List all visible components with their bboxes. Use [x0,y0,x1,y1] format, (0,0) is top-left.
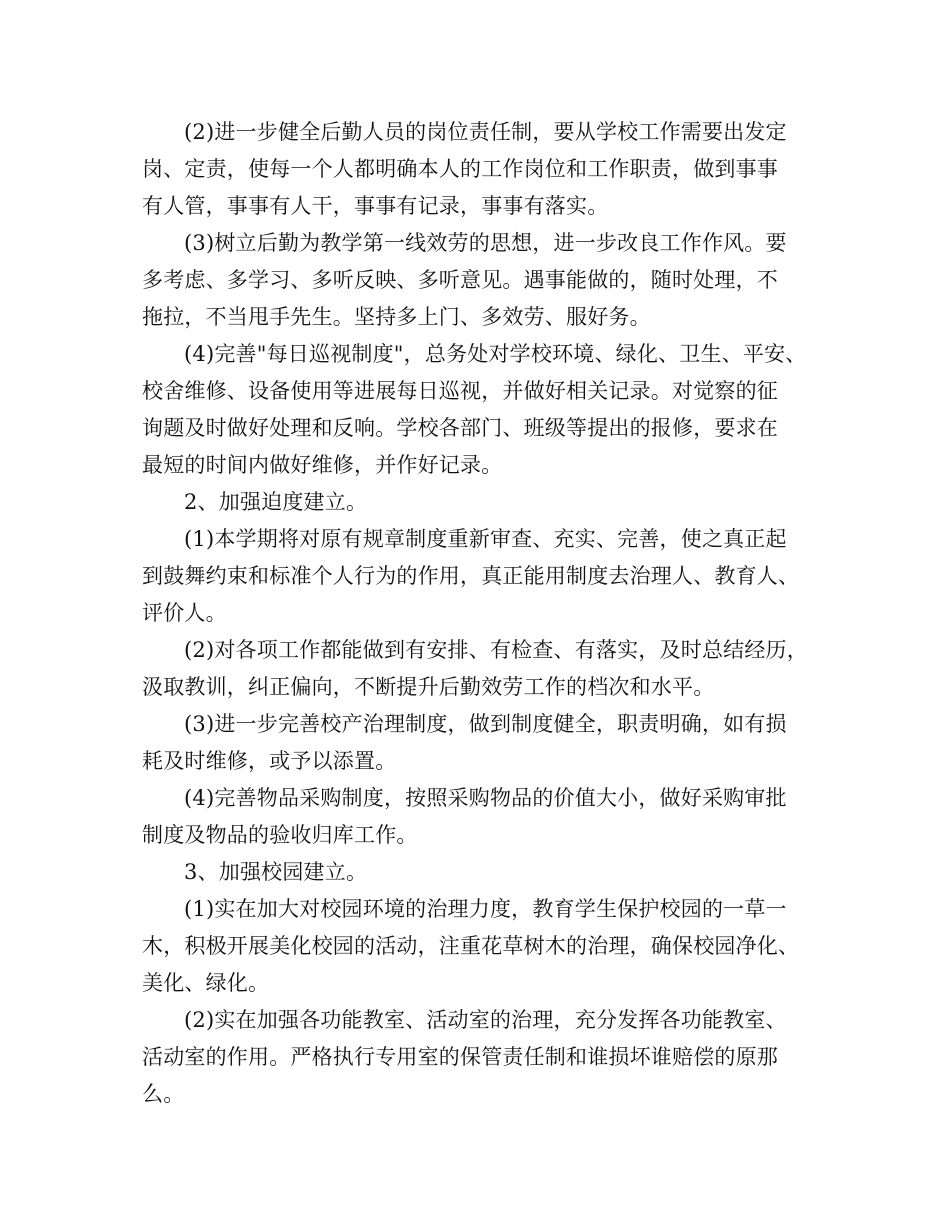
paragraph-line: (2)进一步健全后勤人员的岗位责任制，要从学校工作需要出发定 [184,120,787,144]
paragraph-line: 拖拉，不当甩手先生。坚持多上门、多效劳、服好务。 [142,305,651,329]
paragraph-line: 有人管，事事有人干，事事有记录，事事有落实。 [142,194,609,218]
paragraph-line: 到鼓舞约束和标准个人行为的作用，真正能用制度去治理人、教育人、 [142,564,800,588]
section-heading: 2、加强迫度建立。 [184,490,368,514]
section-heading: 3、加强校园建立。 [184,860,368,884]
paragraph-line: (3)树立后勤为教学第一线效劳的思想，进一步改良工作作风。要 [184,231,787,255]
paragraph-line: (4)完善物品采购制度，按照采购物品的价值大小，做好采购审批 [184,786,787,810]
paragraph-line: (2)对各项工作都能做到有安排、有检查、有落实，及时总结经历， [184,638,808,662]
paragraph-line: 么。 [142,1082,185,1106]
paragraph-line: 岗、定责，使每一个人都明确本人的工作岗位和工作职责，做到事事 [142,157,778,181]
paragraph-line: (4)完善"每日巡视制度"，总务处对学校环境、绿化、卫生、平安、 [184,342,807,366]
paragraph-line: 询题及时做好处理和反响。学校各部门、班级等提出的报修，要求在 [142,416,778,440]
paragraph-line: 制度及物品的验收归库工作。 [142,823,418,847]
paragraph-line: 多考虑、多学习、多听反映、多听意见。遇事能做的，随时处理，不 [142,268,778,292]
paragraph-line: 校舍维修、设备使用等进展每日巡视，并做好相关记录。对觉察的征 [142,379,778,403]
paragraph-line: 木，积极开展美化校园的活动，注重花草树木的治理，确保校园净化、 [142,934,800,958]
paragraph-line: (1)本学期将对原有规章制度重新审查、充实、完善，使之真正起 [184,527,787,551]
paragraph-line: 最短的时间内做好维修，并作好记录。 [142,453,503,477]
paragraph-line: 耗及时维修，或予以添置。 [142,749,397,773]
paragraph-line: (3)进一步完善校产治理制度，做到制度健全，职责明确，如有损 [184,712,787,736]
paragraph-line: (2)实在加强各功能教室、活动室的治理，充分发挥各功能教室、 [184,1008,787,1032]
paragraph-line: 汲取教训，纠正偏向，不断提升后勤效劳工作的档次和水平。 [142,675,715,699]
paragraph-line: (1)实在加大对校园环境的治理力度，教育学生保护校园的一草一 [184,897,787,921]
paragraph-line: 活动室的作用。严格执行专用室的保管责任制和谁损坏谁赔偿的原那 [142,1045,778,1069]
paragraph-line: 美化、绿化。 [142,971,270,995]
paragraph-line: 评价人。 [142,601,227,625]
